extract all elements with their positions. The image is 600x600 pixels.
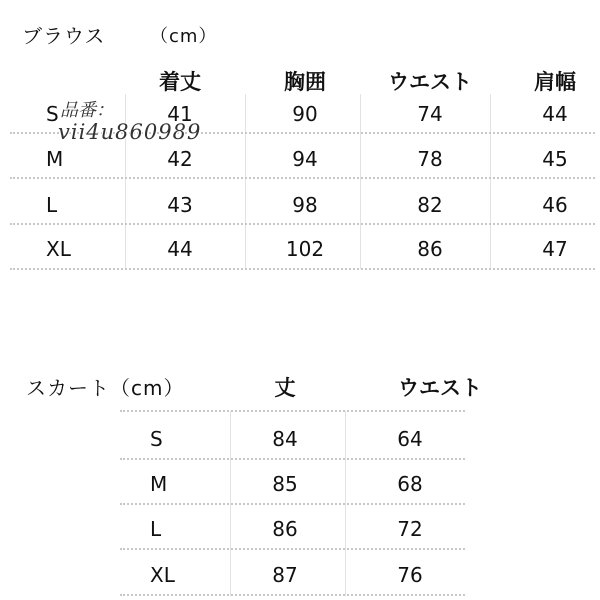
blouse-cell: 98 <box>292 193 318 217</box>
blouse-header-chest: 胸囲 <box>284 70 326 94</box>
blouse-cell: 42 <box>167 147 193 171</box>
blouse-size: M <box>46 147 64 171</box>
blouse-cell: 102 <box>285 237 325 261</box>
product-code-watermark-value: vii4u860989 <box>58 120 202 144</box>
product-code-watermark: 品番： <box>60 100 114 121</box>
blouse-header-length: 着丈 <box>159 70 201 94</box>
blouse-unit: （cm） <box>150 26 218 47</box>
skirt-cell: 68 <box>397 472 423 496</box>
skirt-row-divider <box>120 594 465 596</box>
skirt-cell: 87 <box>272 563 298 587</box>
blouse-size: XL <box>46 237 71 261</box>
skirt-size: L <box>150 517 162 541</box>
skirt-cell: 72 <box>397 517 423 541</box>
blouse-cell: 78 <box>417 147 443 171</box>
skirt-row-divider <box>120 503 465 505</box>
skirt-title: スカート（cm） <box>26 376 185 400</box>
blouse-cell: 45 <box>542 147 568 171</box>
blouse-title: ブラウス <box>22 24 106 48</box>
blouse-cell: 86 <box>417 237 443 261</box>
skirt-row-divider <box>120 548 465 550</box>
blouse-cell: 44 <box>167 237 193 261</box>
blouse-row-divider <box>10 223 595 225</box>
skirt-header-waist: ウエスト <box>398 376 482 400</box>
blouse-cell: 43 <box>167 193 193 217</box>
skirt-size: M <box>150 472 168 496</box>
blouse-cell: 46 <box>542 193 568 217</box>
skirt-cell: 86 <box>272 517 298 541</box>
blouse-row-divider <box>10 177 595 179</box>
blouse-cell: 82 <box>417 193 443 217</box>
skirt-cell: 64 <box>397 427 423 451</box>
skirt-cell: 84 <box>272 427 298 451</box>
blouse-divider <box>360 94 361 269</box>
blouse-cell: 44 <box>542 102 568 126</box>
blouse-cell: 74 <box>417 102 443 126</box>
blouse-header-shoulder: 肩幅 <box>534 70 576 94</box>
blouse-header-waist: ウエスト <box>388 70 472 94</box>
skirt-size: S <box>150 427 163 451</box>
blouse-size: L <box>46 193 58 217</box>
skirt-size: XL <box>150 563 175 587</box>
blouse-cell: 47 <box>542 237 568 261</box>
blouse-size: S <box>46 102 59 126</box>
blouse-divider <box>490 94 491 269</box>
skirt-row-divider <box>120 410 465 412</box>
skirt-row-divider <box>120 458 465 460</box>
blouse-cell: 41 <box>167 102 193 126</box>
skirt-header-length: 丈 <box>274 376 296 400</box>
skirt-cell: 85 <box>272 472 298 496</box>
blouse-row-divider <box>10 268 595 270</box>
blouse-divider <box>245 94 246 269</box>
skirt-cell: 76 <box>397 563 423 587</box>
blouse-cell: 94 <box>292 147 318 171</box>
blouse-cell: 90 <box>292 102 318 126</box>
